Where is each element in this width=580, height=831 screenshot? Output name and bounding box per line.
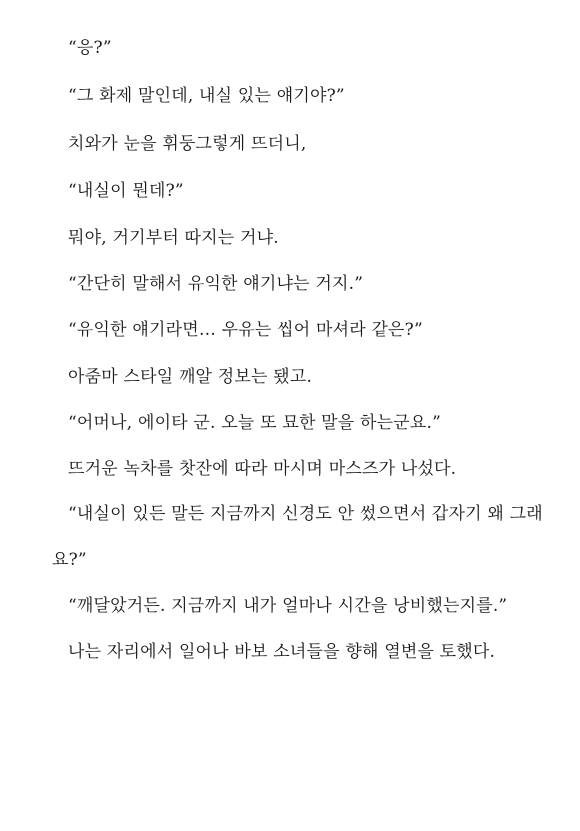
text-line-6: “간단히 말해서 유익한 얘기냐는 거지.” <box>68 274 364 294</box>
text-line-13: “깨달았거든. 지금까지 내가 얼마나 시간을 낭비했는지를.” <box>68 596 508 616</box>
text-line-2: “그 화제 말인데, 내실 있는 얘기야?” <box>68 86 345 106</box>
text-line-1: “응?” <box>68 38 112 58</box>
text-line-11: “내실이 있든 말든 지금까지 신경도 안 썼으면서 갑자기 왜 그래 <box>68 504 543 524</box>
text-line-8: 아줌마 스타일 깨알 정보는 됐고. <box>68 367 313 387</box>
text-line-7: “유익한 얘기라면… 우유는 씹어 마셔라 같은?” <box>68 320 423 340</box>
text-line-14: 나는 자리에서 일어나 바보 소녀들을 향해 열변을 토했다. <box>68 642 496 662</box>
text-line-10: 뜨거운 녹차를 찻잔에 따라 마시며 마스즈가 나섰다. <box>68 459 457 479</box>
text-line-9: “어머나, 에이타 군. 오늘 또 묘한 말을 하는군요.” <box>68 413 442 433</box>
text-line-3: 치와가 눈을 휘둥그렇게 뜨더니, <box>68 134 307 154</box>
text-line-4: “내실이 뭔데?” <box>68 181 184 201</box>
text-line-12: 요?” <box>52 550 87 570</box>
text-line-5: 뭐야, 거기부터 따지는 거냐. <box>68 228 279 248</box>
